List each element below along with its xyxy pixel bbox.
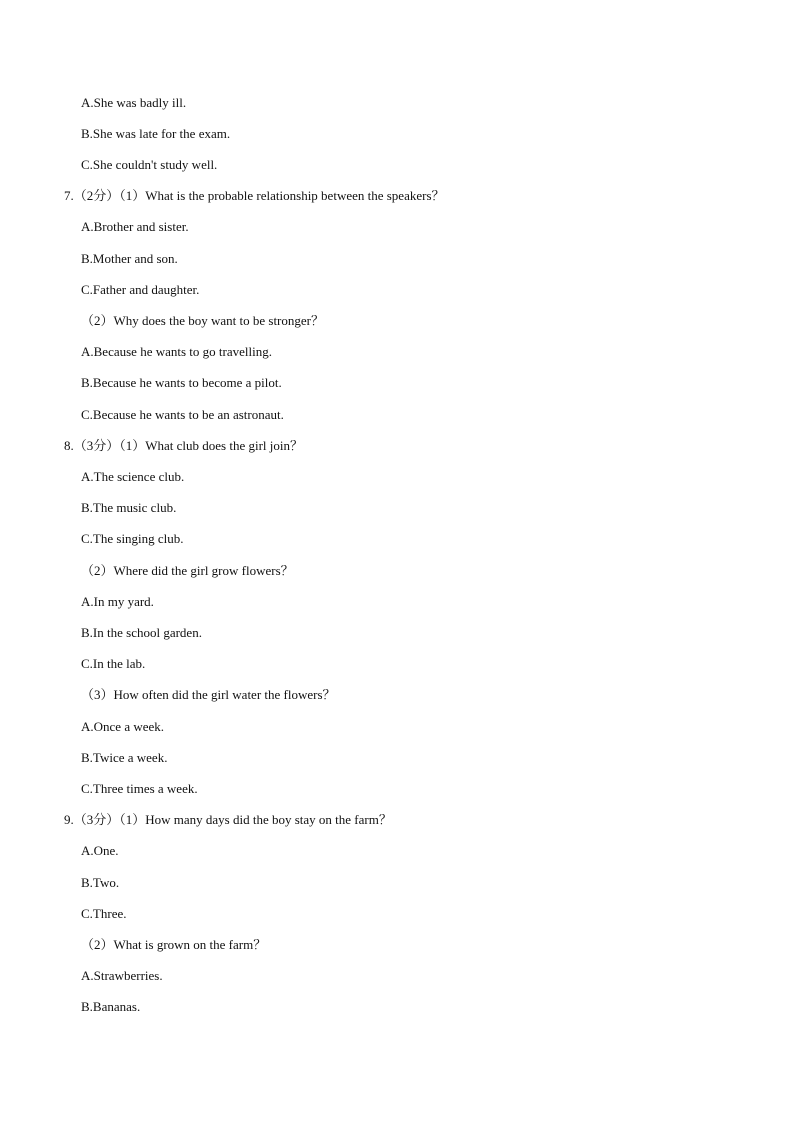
q9-stem-2: （2）What is grown on the farm？: [81, 937, 267, 952]
q8-2-option-b: B.In the school garden.: [81, 625, 202, 640]
q8-1-option-b: B.The music club.: [81, 500, 177, 515]
q9-1-option-b: B.Two.: [81, 875, 120, 890]
q8-2-option-c: C.In the lab.: [81, 656, 146, 671]
q7-1-option-b: B.Mother and son.: [81, 251, 178, 266]
q9-stem-1: 9.（3分）（1）How many days did the boy stay on the farm？: [64, 812, 392, 827]
q6-option-b: B.She was late for the exam.: [81, 126, 231, 141]
q8-3-option-b: B.Twice a week.: [81, 750, 168, 765]
q9-2-option-b: B.Bananas.: [81, 999, 141, 1014]
q7-2-option-a: A.Because he wants to go travelling.: [81, 344, 272, 359]
q9-2-option-a: A.Strawberries.: [81, 968, 163, 983]
q8-stem-2: （2）Where did the girl grow flowers？: [81, 563, 294, 578]
q6-option-c: C.She couldn't study well.: [81, 157, 218, 172]
q7-2-option-b: B.Because he wants to become a pilot.: [81, 375, 282, 390]
q9-1-option-a: A.One.: [81, 843, 119, 858]
q8-1-option-c: C.The singing club.: [81, 531, 184, 546]
q7-2-option-c: C.Because he wants to be an astronaut.: [81, 407, 284, 422]
q8-1-option-a: A.The science club.: [81, 469, 185, 484]
q7-1-option-c: C.Father and daughter.: [81, 282, 200, 297]
q6-option-a: A.She was badly ill.: [81, 95, 187, 110]
q8-stem-1: 8.（3分）（1）What club does the girl join？: [64, 438, 304, 453]
q8-2-option-a: A.In my yard.: [81, 594, 154, 609]
q8-3-option-c: C.Three times a week.: [81, 781, 198, 796]
q9-1-option-c: C.Three.: [81, 906, 127, 921]
q7-stem-2: （2）Why does the boy want to be stronger？: [81, 313, 324, 328]
q8-3-option-a: A.Once a week.: [81, 719, 165, 734]
q8-stem-3: （3）How often did the girl water the flowers？: [81, 687, 336, 702]
q7-1-option-a: A.Brother and sister.: [81, 219, 189, 234]
q7-stem-1: 7.（2分）（1）What is the probable relationship between the speakers？: [64, 188, 445, 203]
